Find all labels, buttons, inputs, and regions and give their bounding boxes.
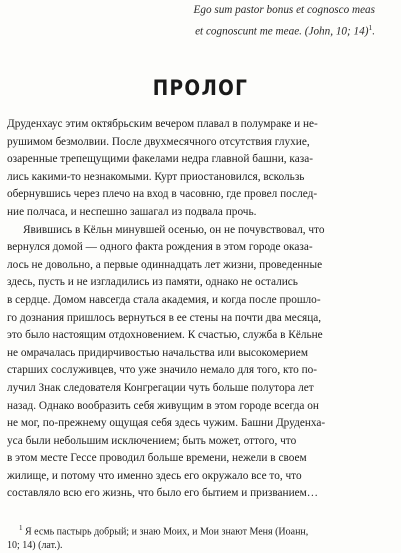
footnote — [7, 521, 377, 553]
body-line: здесь, пусть и не изгладились из памяти, однако не остались — [7, 276, 298, 289]
footnote-line-2: 10; 14) (лат.). — [7, 540, 63, 552]
body-line: жилище, и потому что именно здесь его окружало все то, что — [7, 469, 302, 482]
body-line: Друденхаус этим октябрьским вечером плавал в полумраке и не- — [7, 118, 318, 130]
epigraph — [194, 2, 375, 41]
body-line: уса были небольшим исключением; быть может, оттого, что — [7, 434, 297, 447]
body-line: в сердце. Домом навсегда стала академия, и когда после прошло- — [7, 293, 321, 306]
body-line: го дознания пришлось вернуться в ее стены на почти два месяца, — [7, 311, 322, 324]
footnote-line-1 — [7, 521, 377, 539]
epigraph-line-2-end: . — [372, 25, 375, 38]
body-line: составляло всю его жизнь, что было его бытием и призванием… — [7, 487, 319, 500]
body-line: ние полчаса, и неспешно зашагал из подвала прочь. — [7, 205, 257, 218]
body-line: лучил Знак следователя Конгрегации чуть больше полутора лет — [7, 381, 314, 394]
epigraph-line-2 — [194, 19, 375, 41]
footnote-mark: 1 — [19, 524, 23, 532]
body-text — [7, 116, 377, 503]
footnote-text-1: Я есмь пастырь добрый; и знаю Моих, и Мои знают Меня (Иоанн, — [25, 526, 309, 538]
chapter-title: ПРОЛОГ — [152, 76, 249, 100]
epigraph-line-2-text: et cognoscunt me meae. (John, 10; 14) — [195, 25, 369, 38]
body-line: обернувшись через плечо на вход в часовню, где провел послед- — [7, 188, 318, 201]
body-line: старших сослуживцев, что уже значило немало для того, кто по- — [7, 364, 318, 377]
body-line: это было настоящим отдохновением. К счастью, служба в Кёльне — [7, 329, 323, 342]
body-line: рушимом безмолвии. После двухмесячного отсутствия глухие, — [7, 135, 310, 148]
body-line: лись какими-то незнакомыми. Курт приостановился, вскользь — [7, 170, 305, 183]
body-line: назад. Однако вообразить себя живущим в этом городе всегда он — [7, 399, 319, 412]
body-line: озаренные трепещущими факелами недра главной башни, каза- — [7, 153, 313, 166]
body-line: Явившись в Кёльн минувшей осенью, он не почувствовал, что — [23, 223, 325, 236]
body-line: не омрачалась придирчивостью начальства или высокомерием — [7, 346, 308, 359]
epigraph-footnote-mark: 1 — [368, 23, 373, 32]
body-line: вернулся домой — одного факта рождения в этом городе оказа- — [7, 241, 313, 254]
epigraph-line-1: Ego sum pastor bonus et cognosco meas — [193, 4, 375, 16]
body-line: в этом месте Гессе проводил больше времени, нежели в своем — [7, 452, 307, 465]
body-line: лось не довольно, а первые одиннадцать лет жизни, проведенные — [7, 258, 323, 271]
body-line: не мог, по-прежнему ощущая себя здесь чужим. Башни Друденха- — [7, 417, 326, 430]
